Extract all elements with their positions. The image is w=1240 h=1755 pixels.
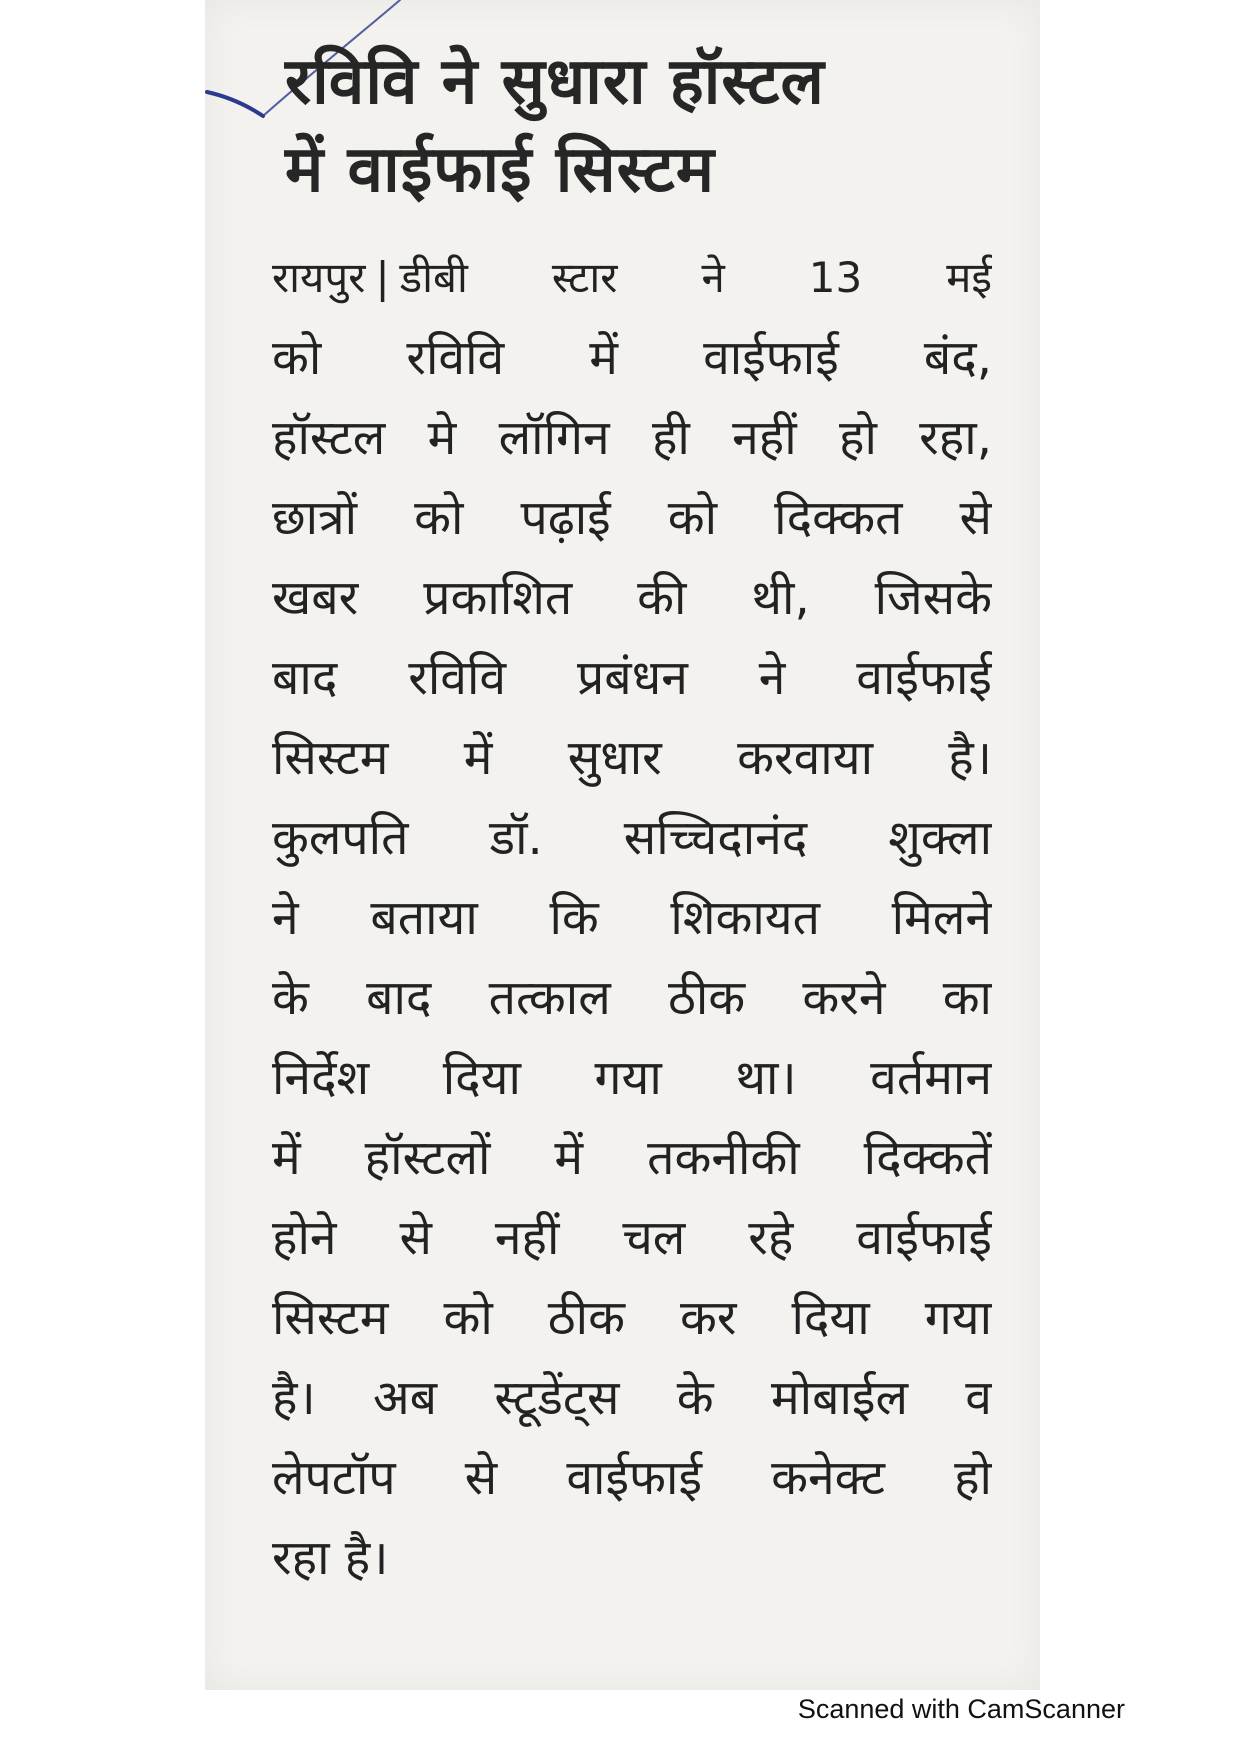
article-line: लेपटॉप से वाईफाई कनेक्ट हो [272,1450,992,1506]
camscanner-watermark: Scanned with CamScanner [797,1694,1125,1724]
article-line: सिस्टम को ठीक कर दिया गया [272,1290,992,1346]
headline-line-2: में वाईफाई सिस्टम [285,133,716,207]
article-line: कुलपति डॉ. सच्चिदानंद शुक्ला [272,810,992,866]
headline [285,38,1005,214]
article-line-last: रहा है। [272,1530,389,1586]
article-body [272,238,992,1598]
article-line: ने बताया कि शिकायत मिलने [272,890,992,946]
article-line: होने से नहीं चल रहे वाईफाई [272,1210,992,1266]
dateline: रायपुर [272,253,366,302]
article-line: को रविवि में वाईफाई बंद, [272,330,992,386]
headline-line-1: रविवि ने सुधारा हॉस्टल [285,45,825,119]
article-line: बाद रविवि प्रबंधन ने वाईफाई [272,650,992,706]
article-line-1 [272,238,992,318]
article-line: निर्देश दिया गया था। वर्तमान [272,1050,992,1106]
article-line: खबर प्रकाशित की थी, जिसके [272,570,992,626]
article-line: सिस्टम में सुधार करवाया है। [272,730,992,786]
article-line: छात्रों को पढ़ाई को दिक्कत से [272,490,992,546]
article-line-1-text: डीबी स्टार ने 13 मई [399,253,992,302]
article-line: है। अब स्टूडेंट्स के मोबाईल व [272,1370,992,1426]
article-line: हॉस्टल मे लॉगिन ही नहीं हो रहा, [272,410,992,466]
article-line: के बाद तत्काल ठीक करने का [272,970,992,1026]
dateline-separator: | [375,253,390,302]
article-line: में हॉस्टलों में तकनीकी दिक्कतें [272,1130,992,1186]
